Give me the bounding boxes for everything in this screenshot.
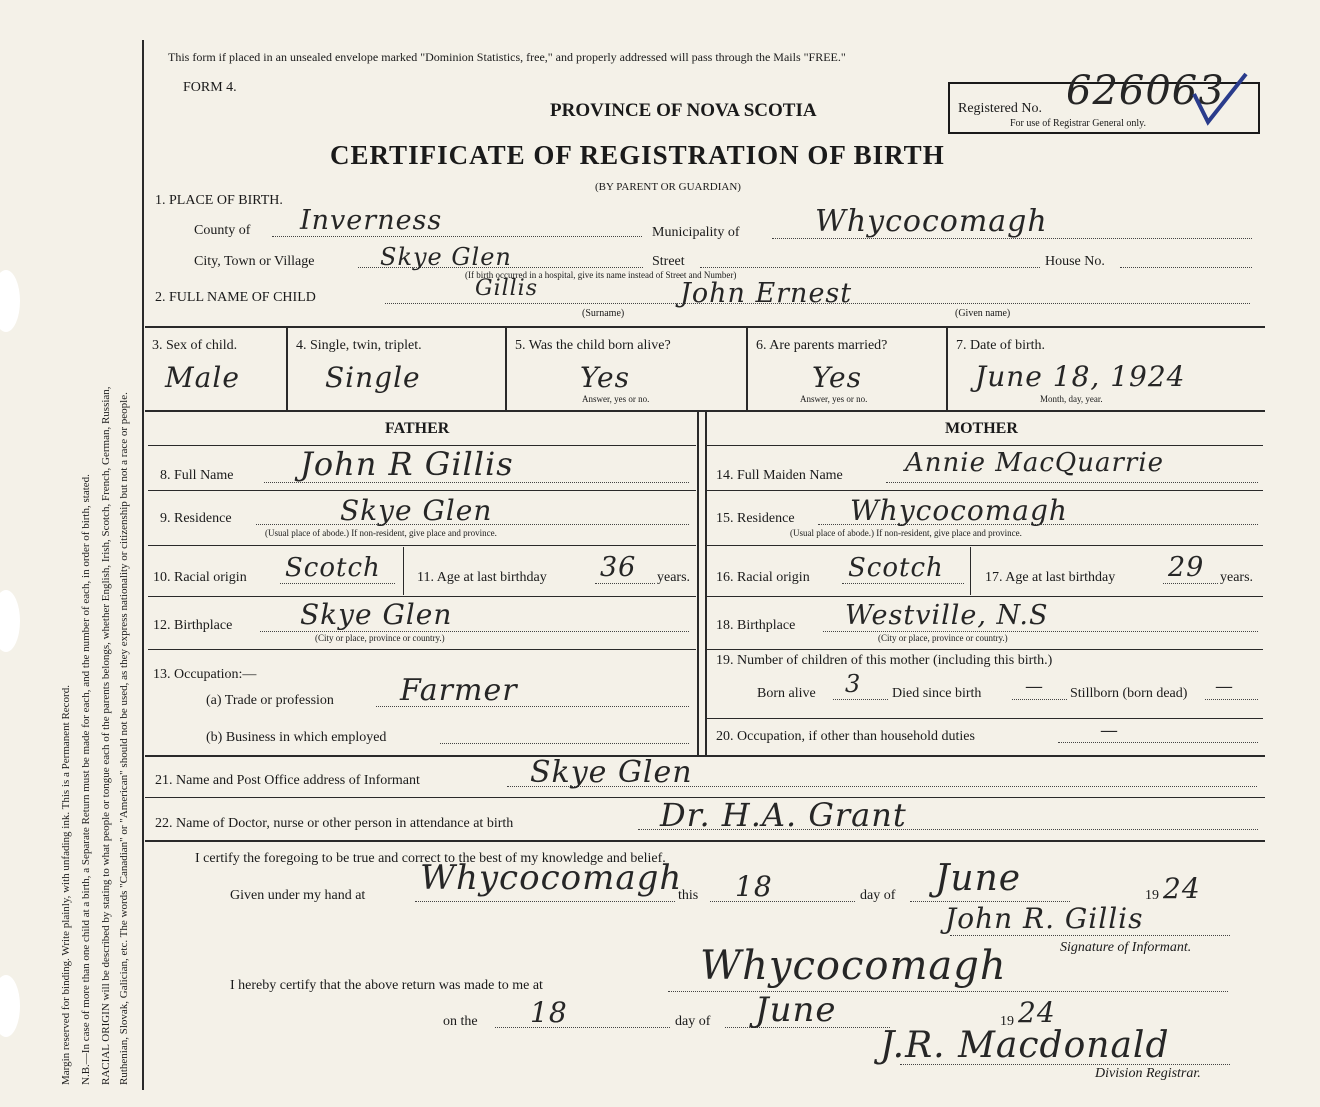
column-divider [286, 328, 288, 410]
mother-occupation-line [1058, 742, 1258, 743]
municipality-label: Municipality of [652, 225, 740, 240]
check-mark-icon [1190, 70, 1250, 130]
municipality-value: Whycocomagh [815, 204, 1048, 239]
punch-hole [0, 270, 20, 332]
registrar-year-prefix: 19 [1000, 1014, 1014, 1029]
row-rule [148, 596, 696, 597]
certify-statement: I certify the foregoing to be true and correct to the best of my knowledge and belief. [195, 851, 666, 866]
mother-residence-label: 15. Residence [716, 511, 795, 526]
row-rule [707, 445, 1263, 446]
mother-age-label: 17. Age at last birthday [985, 570, 1116, 585]
child-name-label: 2. FULL NAME OF CHILD [155, 290, 316, 305]
row-rule [148, 490, 696, 491]
answer-caption: Answer, yes or no. [800, 394, 868, 404]
sex-label: 3. Sex of child. [152, 338, 238, 353]
registrar-place-line [668, 991, 1228, 992]
father-residence: Skye Glen [340, 494, 493, 527]
on-the-label: on the [443, 1014, 478, 1029]
informant-signature-label: Signature of Informant. [1060, 940, 1192, 955]
informant-value: Skye Glen [530, 755, 693, 790]
date-caption: Month, day, year. [1040, 394, 1103, 404]
registrar-signature-line [900, 1064, 1230, 1065]
margin-rule [142, 40, 144, 1090]
father-birthplace: Skye Glen [300, 598, 453, 631]
street-label: Street [652, 254, 685, 269]
section-rule [145, 326, 1265, 328]
city-label: City, Town or Village [194, 254, 315, 269]
certify-month: June [935, 858, 1022, 899]
page-subtitle: (BY PARENT OR GUARDIAN) [595, 181, 741, 193]
column-divider [946, 328, 948, 410]
surname-caption: (Surname) [582, 308, 625, 319]
registrar-month: June [755, 990, 837, 1030]
informant-signature-line [950, 935, 1230, 936]
stillborn-label: Stillborn (born dead) [1070, 686, 1188, 701]
mother-maiden-name: Annie MacQuarrie [905, 448, 1165, 478]
stillborn-count: — [1215, 676, 1234, 697]
mother-age: 29 [1168, 552, 1205, 583]
given-place-line [415, 901, 675, 902]
born-alive-count: 3 [845, 670, 862, 698]
plurality-label: 4. Single, twin, triplet. [296, 338, 422, 353]
plurality-value: Single [325, 361, 421, 394]
father-trade-label: (a) Trade or profession [206, 693, 334, 708]
page-title: CERTIFICATE OF REGISTRATION OF BIRTH [330, 140, 945, 170]
row-rule [148, 545, 696, 546]
father-occupation-label: 13. Occupation:— [153, 667, 257, 682]
informant-label: 21. Name and Post Office address of Informant [155, 773, 420, 788]
column-divider [505, 328, 507, 410]
born-alive-question-label: 5. Was the child born alive? [515, 338, 671, 353]
house-number-line [1120, 267, 1252, 268]
registrar-year: 24 [1018, 996, 1056, 1029]
row-rule [707, 596, 1263, 597]
margin-note-binding: Margin reserved for binding. Write plainly, with unfading ink. This is a Permanent Record. [60, 685, 72, 1085]
father-name-label: 8. Full Name [160, 468, 234, 483]
mother-racial-label: 16. Racial origin [716, 570, 810, 585]
county-label: County of [194, 223, 251, 238]
certify-year-prefix: 19 [1145, 888, 1159, 903]
mother-racial-line [842, 583, 964, 584]
form-number: FORM 4. [183, 80, 237, 95]
father-birthplace-line [260, 631, 689, 632]
margin-note-racial-origin-1: RACIAL ORIGIN will be described by stating to what people or tongue each of the parents belongs, whether English, Irish, Scotch, French, German, Russian, [100, 386, 112, 1085]
registrar-use-note: For use of Registrar General only. [1010, 118, 1146, 129]
county-value: Inverness [300, 205, 443, 236]
father-racial-line [280, 583, 395, 584]
mother-racial-origin: Scotch [848, 553, 944, 583]
mother-birthplace: Westville, N.S [845, 600, 1049, 631]
row-rule [707, 490, 1263, 491]
parents-married-answer: Yes [812, 361, 862, 394]
row-rule [707, 545, 1263, 546]
registered-number: 626063 [1066, 68, 1225, 114]
row-rule [707, 649, 1263, 650]
father-age: 36 [600, 552, 637, 583]
mother-years-label: years. [1220, 570, 1254, 585]
parents-married-label: 6. Are parents married? [756, 338, 888, 353]
child-surname: Gillis [475, 276, 539, 301]
children-count-label: 19. Number of children of this mother (including this birth.) [716, 653, 1053, 668]
father-residence-caption: (Usual place of abode.) If non-resident, give place and province. [265, 528, 497, 538]
hospital-note: (If birth occurred in a hospital, give its name instead of Street and Number) [465, 270, 737, 280]
father-racial-origin: Scotch [285, 553, 381, 583]
date-of-birth-label: 7. Date of birth. [956, 338, 1046, 353]
father-birthplace-label: 12. Birthplace [153, 618, 233, 633]
registrar-statement: I hereby certify that the above return was made to me at [230, 978, 543, 993]
stillborn-line [1205, 699, 1258, 700]
doctor-value: Dr. H.A. Grant [660, 796, 907, 834]
answer-caption: Answer, yes or no. [582, 394, 650, 404]
mother-occupation-label: 20. Occupation, if other than household duties [716, 729, 975, 744]
date-of-birth-value: June 18, 1924 [975, 360, 1186, 393]
registered-label: Registered No. [958, 101, 1042, 116]
mother-occupation: — [1100, 720, 1119, 741]
father-years-label: years. [657, 570, 691, 585]
house-number-label: House No. [1045, 254, 1105, 269]
certify-year: 24 [1163, 872, 1201, 905]
column-divider [746, 328, 748, 410]
died-since-birth-label: Died since birth [892, 686, 982, 701]
city-value: Skye Glen [380, 243, 512, 271]
died-since-birth-count: — [1025, 676, 1044, 697]
mother-residence: Whycocomagh [850, 494, 1068, 527]
registrar-day-of-label: day of [675, 1014, 711, 1029]
died-since-birth-line [1012, 699, 1067, 700]
father-business-label: (b) Business in which employed [206, 730, 387, 745]
certify-day-of-label: day of [860, 888, 896, 903]
registrar-place: Whycocomagh [700, 943, 1007, 989]
margin-note-racial-origin-2: Ruthenian, Slovak, Galician, etc. The words "Canadian" or "American" should not be used, as they express nationality or citizenship but not a race or people. [118, 392, 130, 1085]
father-heading: FATHER [385, 420, 450, 437]
father-age-label: 11. Age at last birthday [417, 570, 547, 585]
cell-divider [403, 547, 404, 595]
certify-day-line [710, 901, 855, 902]
father-age-line [595, 583, 655, 584]
province-heading: PROVINCE OF NOVA SCOTIA [550, 100, 817, 121]
informant-signature: John R. Gillis [945, 902, 1144, 935]
child-given-name: John Ernest [680, 278, 853, 309]
mother-name-line [886, 482, 1258, 483]
mother-birthplace-caption: (City or place, province or country.) [878, 633, 1008, 643]
registrar-signature-label: Division Registrar. [1095, 1066, 1201, 1081]
father-residence-label: 9. Residence [160, 511, 232, 526]
born-alive-line [833, 699, 888, 700]
section-rule [145, 755, 1265, 757]
given-name-caption: (Given name) [955, 308, 1011, 319]
punch-hole [0, 975, 20, 1037]
father-trade: Farmer [400, 673, 518, 708]
registrar-day-line [495, 1027, 670, 1028]
this-label: this [678, 888, 699, 903]
parents-divider [697, 412, 699, 755]
postal-note: This form if placed in an unsealed envelope marked "Dominion Statistics, free," and properly addressed will pass through the Mails "FREE." [168, 50, 846, 64]
registrar-signature: J.R. Macdonald [880, 1025, 1170, 1066]
section-rule [145, 840, 1265, 842]
given-under-hand-label: Given under my hand at [230, 888, 366, 903]
place-of-birth-label: 1. PLACE OF BIRTH. [155, 193, 283, 208]
mother-name-label: 14. Full Maiden Name [716, 468, 843, 483]
born-alive-label: Born alive [757, 686, 816, 701]
mother-birthplace-label: 18. Birthplace [716, 618, 796, 633]
county-line [272, 236, 642, 237]
street-line [700, 267, 1040, 268]
row-rule [148, 649, 696, 650]
doctor-label: 22. Name of Doctor, nurse or other person in attendance at birth [155, 816, 514, 831]
father-birthplace-caption: (City or place, province or country.) [315, 633, 445, 643]
mother-age-line [1163, 583, 1218, 584]
parents-divider [705, 412, 707, 755]
sex-value: Male [165, 361, 240, 394]
cell-divider [970, 547, 971, 595]
certify-day: 18 [735, 870, 773, 903]
father-business-line [440, 743, 689, 744]
mother-residence-caption: (Usual place of abode.) If non-resident, give place and province. [790, 528, 1022, 538]
row-rule [707, 718, 1263, 719]
born-alive-answer: Yes [580, 361, 630, 394]
father-racial-label: 10. Racial origin [153, 570, 247, 585]
mother-heading: MOTHER [945, 420, 1018, 437]
registrar-day: 18 [530, 996, 568, 1029]
father-name: John R Gillis [300, 445, 514, 483]
given-place: Whycocomagh [420, 858, 683, 898]
punch-hole [0, 590, 20, 652]
mother-birthplace-line [823, 631, 1258, 632]
margin-note-multiple-births: N.B.—In case of more than one child at a birth, a Separate Return must be made for each, and the number of each, in order of birth, stated. [80, 474, 92, 1085]
